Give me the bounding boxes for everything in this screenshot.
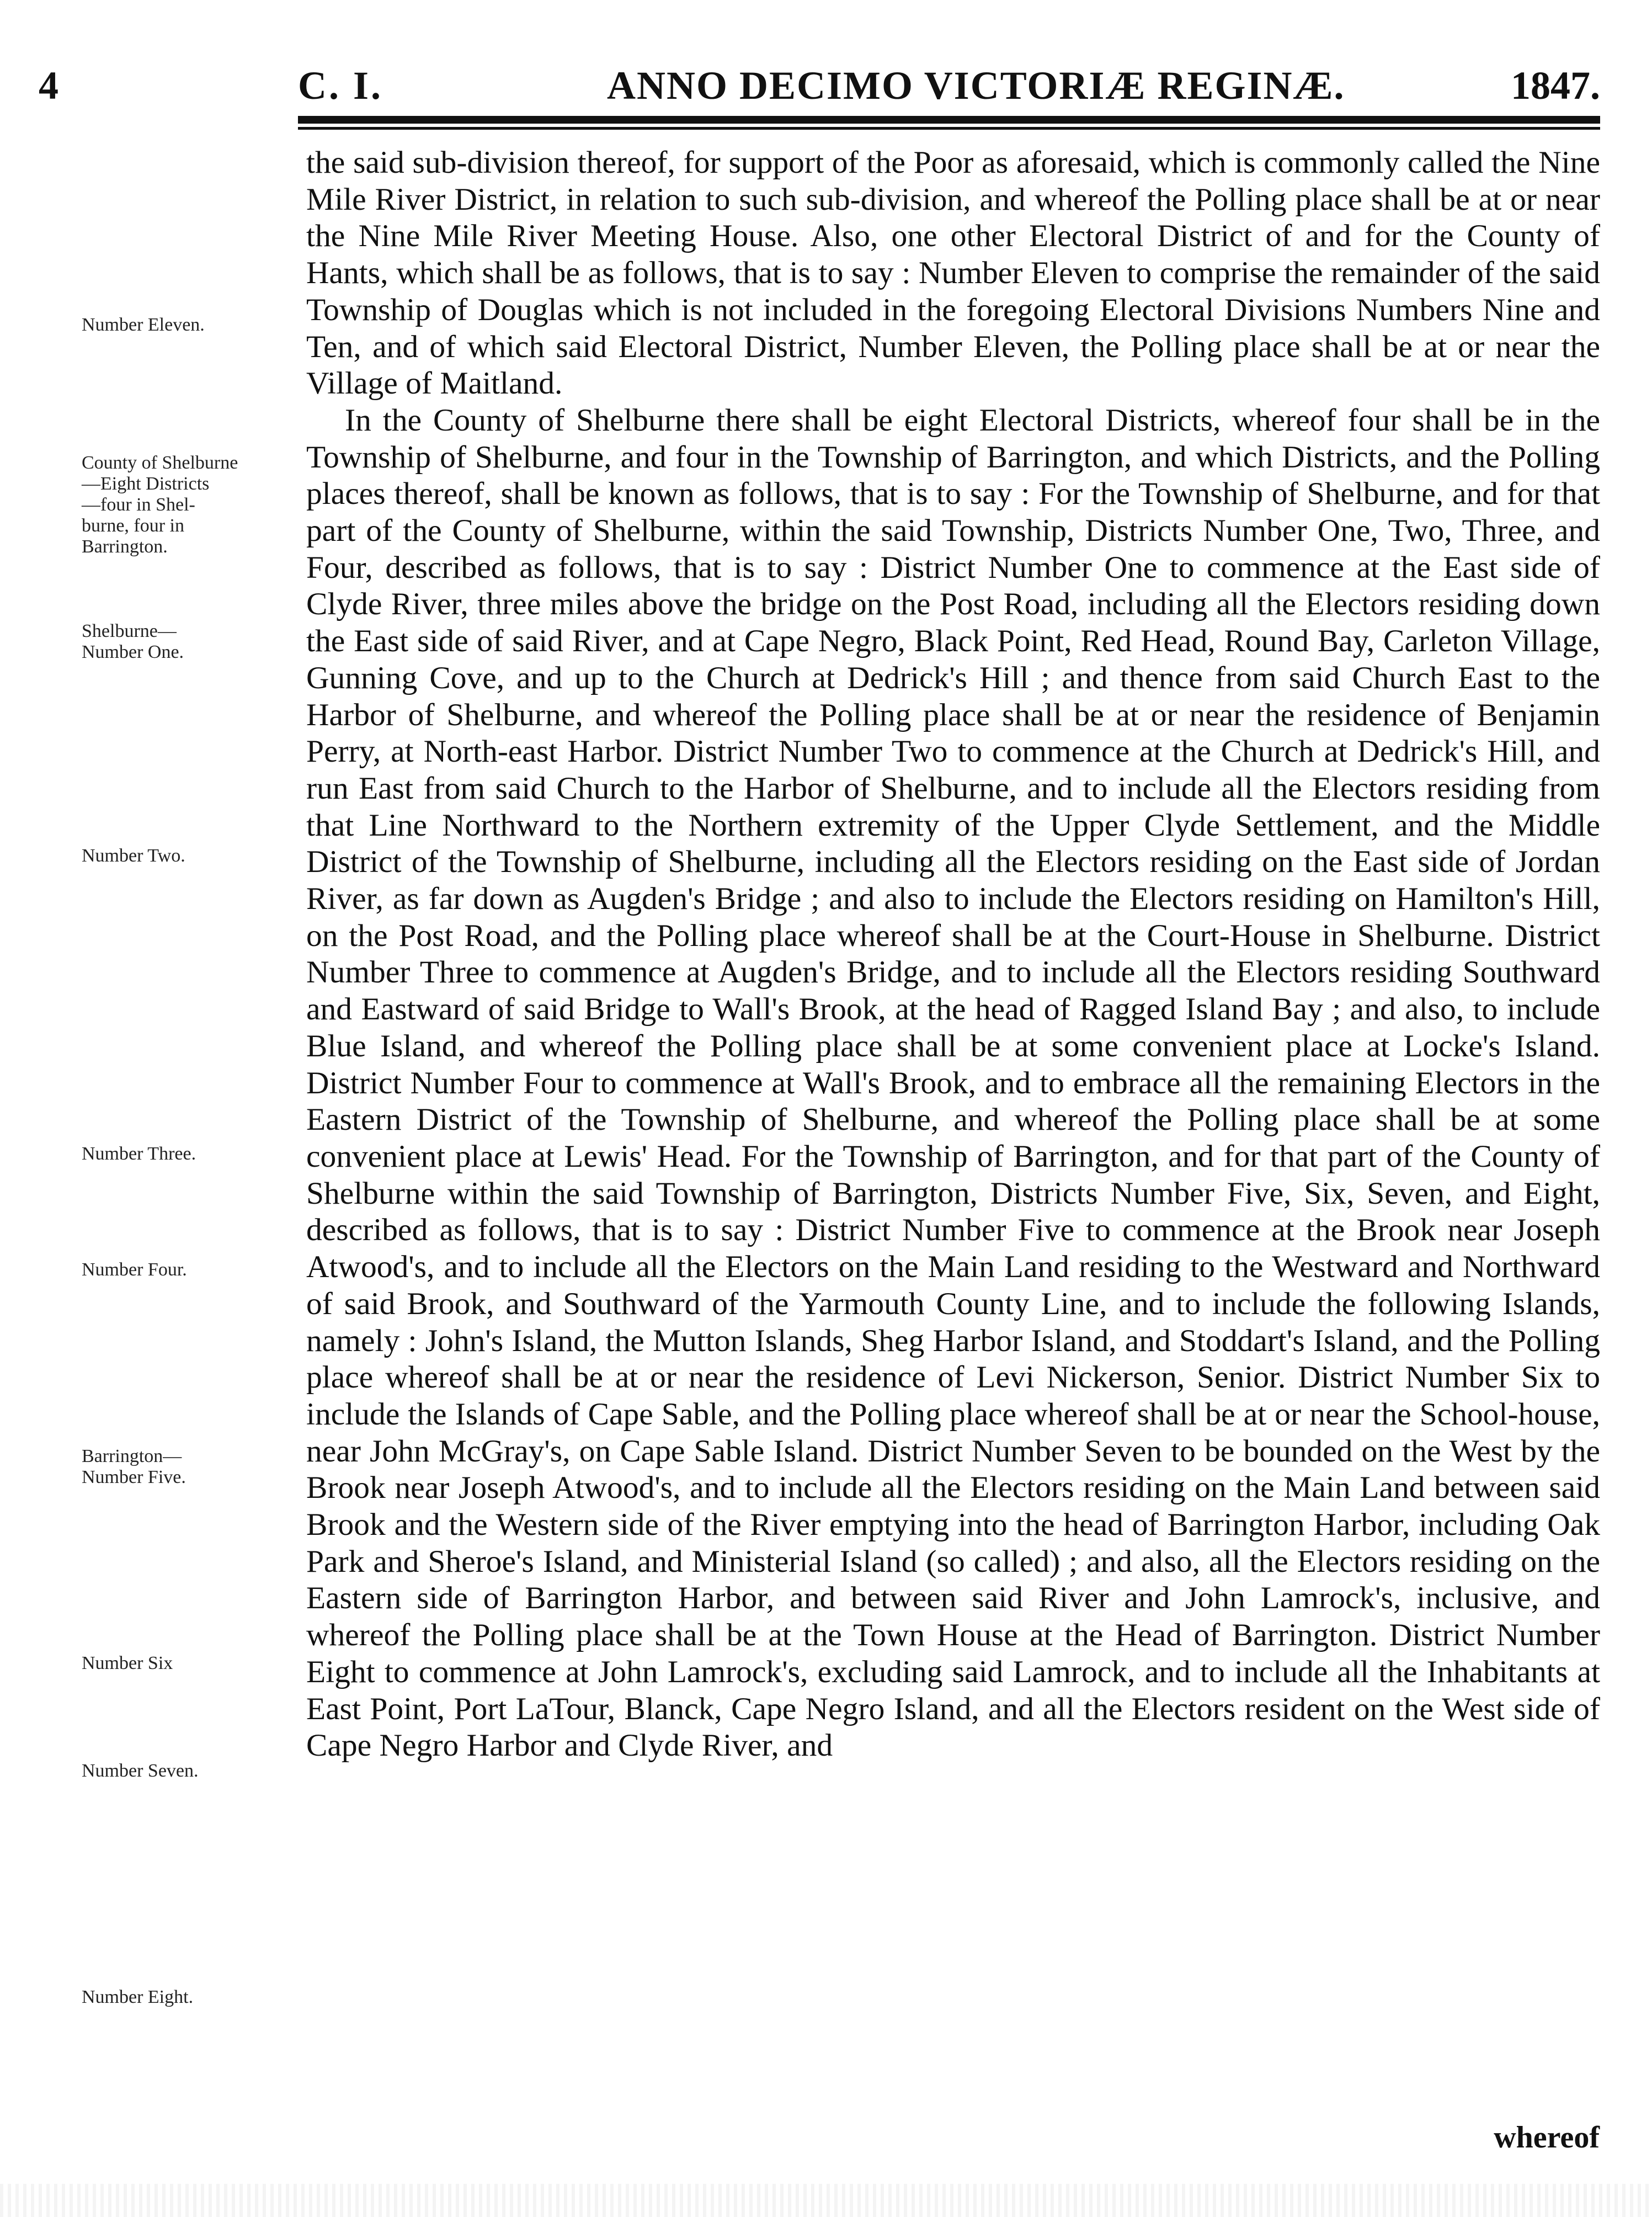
margin-note-shelburne-number-one: Shelburne— Number One.	[82, 621, 184, 662]
margin-note-number-eight: Number Eight.	[82, 1987, 194, 2007]
scan-edge-texture	[0, 2184, 1652, 2217]
margin-note-number-four: Number Four.	[82, 1259, 187, 1280]
margin-note-county-of-shelburne: County of Shelburne —Eight Districts —four in Shel- burne, four in Barrington.	[82, 453, 238, 557]
margin-note-number-eleven: Number Eleven.	[82, 315, 205, 335]
header-rule-thin	[298, 127, 1600, 130]
chapter-label: C. I.	[298, 63, 383, 108]
margin-note-number-seven: Number Seven.	[82, 1761, 199, 1781]
header-rule-thick	[298, 116, 1600, 124]
page-number: 4	[39, 63, 58, 108]
statute-body	[306, 145, 1600, 1764]
margin-note-number-three: Number Three.	[82, 1144, 196, 1164]
margin-note-number-six: Number Six	[82, 1653, 173, 1673]
paragraph-county-of-shelburne: In the County of Shelburne there shall be eight Electoral Districts, whereof four shall be in the Township of Shelburne, and four in the Township of Barrington, and which Districts, and the Polling places thereof, shall be known as follows, that is to say : For the Township of Shelburne, and for that part of the County of Shelburne, within the said Township, Districts Number One, Two, Three, and Four, described as follows, that is to say : District Number One to commence at the East side of Clyde River, three miles above the bridge on the Post Road, including all the Electors residing down the East side of said River, and at Cape Negro, Black Point, Red Head, Round Bay, Carleton Village, Gunning Cove, and up to the Church at Dedrick's Hill ; and thence from said Church East to the Harbor of Shelburne, and whereof the Polling place shall be at or near the residence of Benjamin Perry, at North-east Harbor. District Number Two to commence at the Church at Dedrick's Hill, and run East from said Church to the Harbor of Shelburne, and to include all the Electors residing from that Line Northward to the Northern extremity of the Upper Clyde Settlement, and the Middle District of the Township of Shelburne, including all the Electors residing on the East side of Jordan River, as far down as Augden's Bridge ; and also to include the Electors residing on Hamilton's Hill, on the Post Road, and the Polling place whereof shall be at the Court-House in Shelburne. District Number Three to commence at Augden's Bridge, and to include all the Electors residing Southward and Eastward of said Bridge to Wall's Brook, at the head of Ragged Island Bay ; and also, to include Blue Island, and whereof the Polling place shall be at some convenient place at Locke's Island. District Number Four to commence at Wall's Brook, and to embrace all the remaining Electors in the Eastern District of the Township of Shelburne, and whereof the Polling place shall be at some convenient place at Lewis' Head. For the Township of Barrington, and for that part of the County of Shelburne within the said Township of Barrington, Districts Number Five, Six, Seven, and Eight, described as follows, that is to say : District Number Five to commence at the Brook near Joseph Atwood's, and to include all the Electors on the Main Land residing to the Westward and Northward of said Brook, and Southward of the Yarmouth County Line, and to include the following Islands, namely : John's Island, the Mutton Islands, Sheg Harbor Island, and Stoddart's Island, and the Polling place whereof shall be at or near the residence of Levi Nickerson, Senior. District Number Six to include the Islands of Cape Sable, and the Polling place whereof shall be at or near the School-house, near John McGray's, on Cape Sable Island. District Number Seven to be bounded on the West by the Brook near Joseph Atwood's, and to include all the Electors residing on the Main Land between said Brook and the Western side of the River emptying into the head of Barrington Harbor, including Oak Park and Sheroe's Island, and Ministerial Island (so called) ; and also, all the Electors residing on the Eastern side of Barrington Harbor, and between said River and John Lamrock's, inclusive, and whereof the Polling place shall be at the Town House at the Head of Barrington. District Number Eight to commence at John Lamrock's, excluding said Lamrock, and to include all the Inhabitants at East Point, Port LaTour, Blanck, Cape Negro Island, and all the Electors resident on the West side of Cape Negro Harbor and Clyde River, and	[306, 402, 1600, 1763]
catchword: whereof	[1494, 2120, 1600, 2155]
margin-note-barrington-number-five: Barrington— Number Five.	[82, 1446, 186, 1487]
year-label: 1847.	[1511, 63, 1600, 108]
page-title: ANNO DECIMO VICTORIÆ REGINÆ.	[607, 63, 1345, 108]
paragraph-hants-number-eleven: the said sub-division thereof, for support of the Poor as aforesaid, which is commonly called the Nine Mile River District, in relation to such sub-division, and whereof the Polling place shall be at or near the Nine Mile River Meeting House. Also, one other Electoral District of and for the County of Hants, which shall be as follows, that is to say : Number Eleven to comprise the remainder of the said Township of Douglas which is not included in the foregoing Electoral Divisions Numbers Nine and Ten, and of which said Electoral District, Number Eleven, the Polling place shall be at or near the Village of Maitland.	[306, 145, 1600, 401]
margin-note-number-two: Number Two.	[82, 846, 185, 866]
running-header	[39, 55, 1600, 116]
